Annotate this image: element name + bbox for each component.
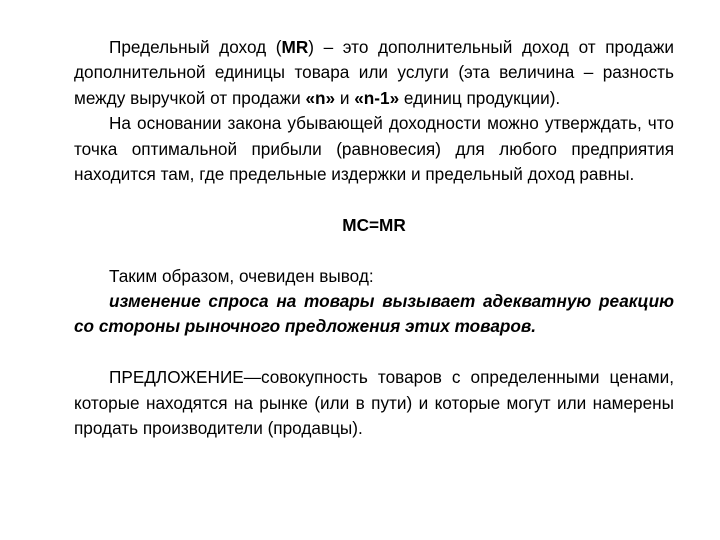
paragraph-diminishing-returns: На основании закона убывающей доходности можно утверждать, что точка оптимальной прибыли (равновесия) для любого предприятия находится там, где предельные издержки и предельный доход равны.: [74, 113, 674, 185]
slide-text: [74, 35, 674, 441]
paragraph-conclusion: изменение спроса на товары вызывает адекватную реакцию со стороны рыночного предложения этих товаров.: [74, 291, 674, 337]
term-mr: MR: [281, 37, 309, 57]
spacer: [74, 238, 674, 263]
text-segment: единиц продукции).: [399, 87, 561, 108]
paragraph-supply-definition: ПРЕДЛОЖЕНИЕ—совокупность товаров с определенными ценами, которые находятся на рынке (или в пути) и которые могут или намерены продать производители (продавцы).: [74, 367, 674, 439]
text-segment: ) – это дополнительный доход от продажи дополнительной единицы товара или услуги (эта величина – разность между выручкой от продажи: [74, 37, 674, 108]
term-n: «n»: [305, 87, 336, 108]
paragraph-conclusion-intro: Таким образом, очевиден вывод:: [109, 265, 374, 286]
term-n-minus-1: «n-1»: [354, 87, 400, 108]
formula: MC=MR: [342, 214, 406, 235]
text-segment: Предельный доход (: [109, 37, 282, 57]
spacer: [74, 340, 674, 365]
text-segment: и: [335, 87, 355, 108]
paragraph-marginal-revenue: [74, 35, 674, 111]
spacer: [74, 187, 674, 212]
